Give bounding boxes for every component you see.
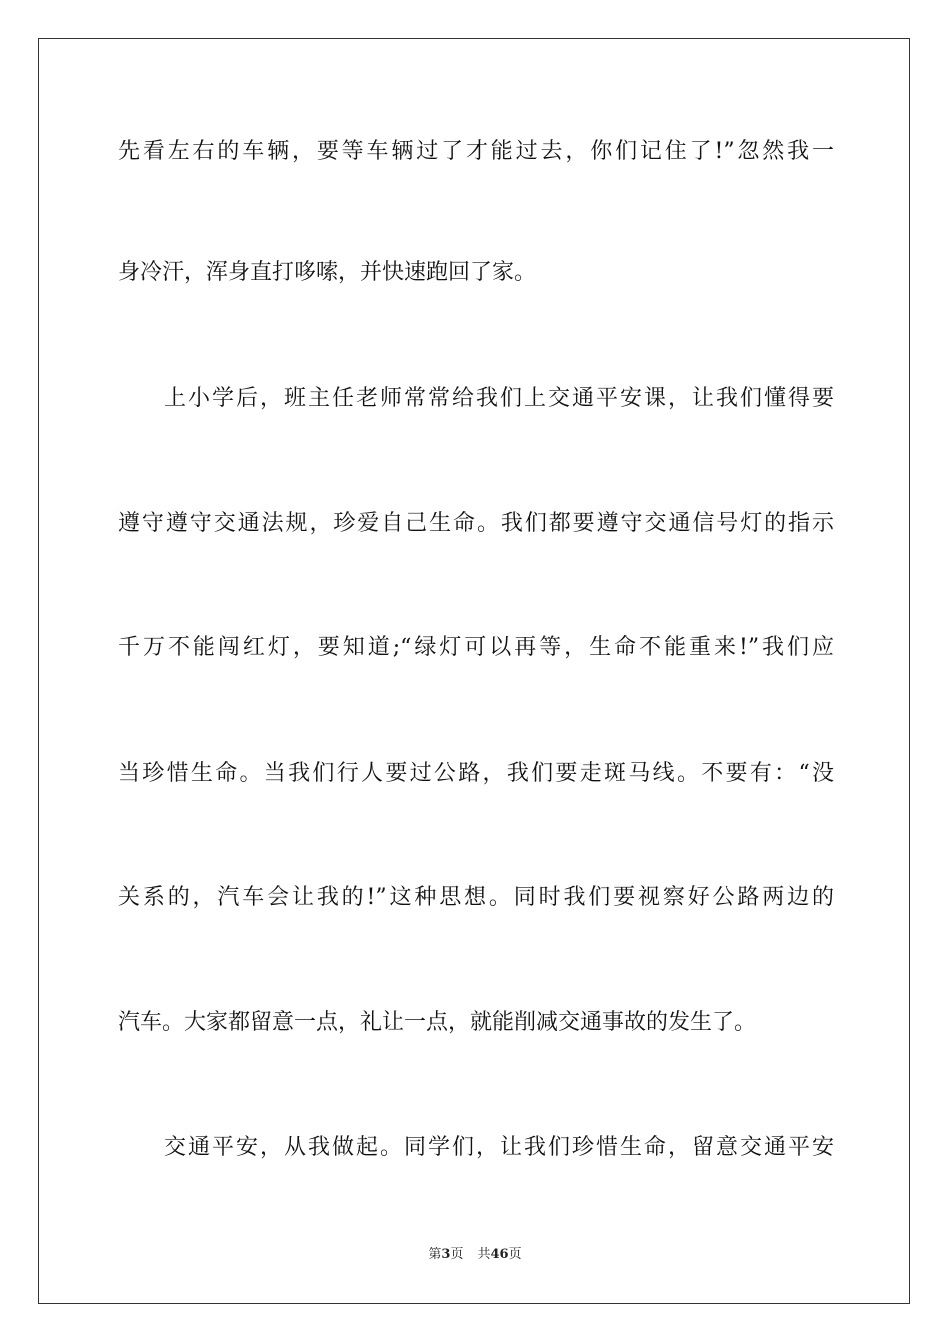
page-number-suffix: 页 (450, 1247, 464, 1262)
body-text-line: 汽车。大家都留意一点，礼让一点，就能削减交通事故的发生了。 (118, 1010, 757, 1035)
body-text-line: 身冷汗，浑身直打哆嗦，并快速跑回了家。 (118, 260, 537, 285)
total-page-count: 46 (490, 1247, 509, 1262)
page-border (38, 38, 910, 1304)
page-footer (0, 1246, 950, 1264)
body-text-line: 关系的，汽车会让我的!”这种思想。同时我们要视察好公路两边的 (118, 885, 834, 910)
body-text-line: 千万不能闯红灯，要知道;“绿灯可以再等，生命不能重来!”我们应 (118, 635, 834, 660)
total-pages-suffix: 页 (508, 1247, 522, 1262)
paragraph-first-line: 交通平安，从我做起。同学们，让我们珍惜生命，留意交通平安 (164, 1135, 834, 1160)
body-text-line: 遵守遵守交通法规，珍爱自己生命。我们都要遵守交通信号灯的指示 (118, 511, 834, 536)
total-pages-prefix: 共 (477, 1247, 491, 1262)
body-text-line: 当珍惜生命。当我们行人要过公路，我们要走斑马线。不要有：“没 (118, 761, 834, 786)
paragraph-first-line: 上小学后，班主任老师常常给我们上交通平安课，让我们懂得要 (164, 386, 834, 411)
page-number-prefix: 第 (428, 1247, 442, 1262)
body-text-line: 先看左右的车辆，要等车辆过了才能过去，你们记住了!”忽然我一 (118, 139, 834, 164)
current-page-number: 3 (441, 1247, 451, 1262)
